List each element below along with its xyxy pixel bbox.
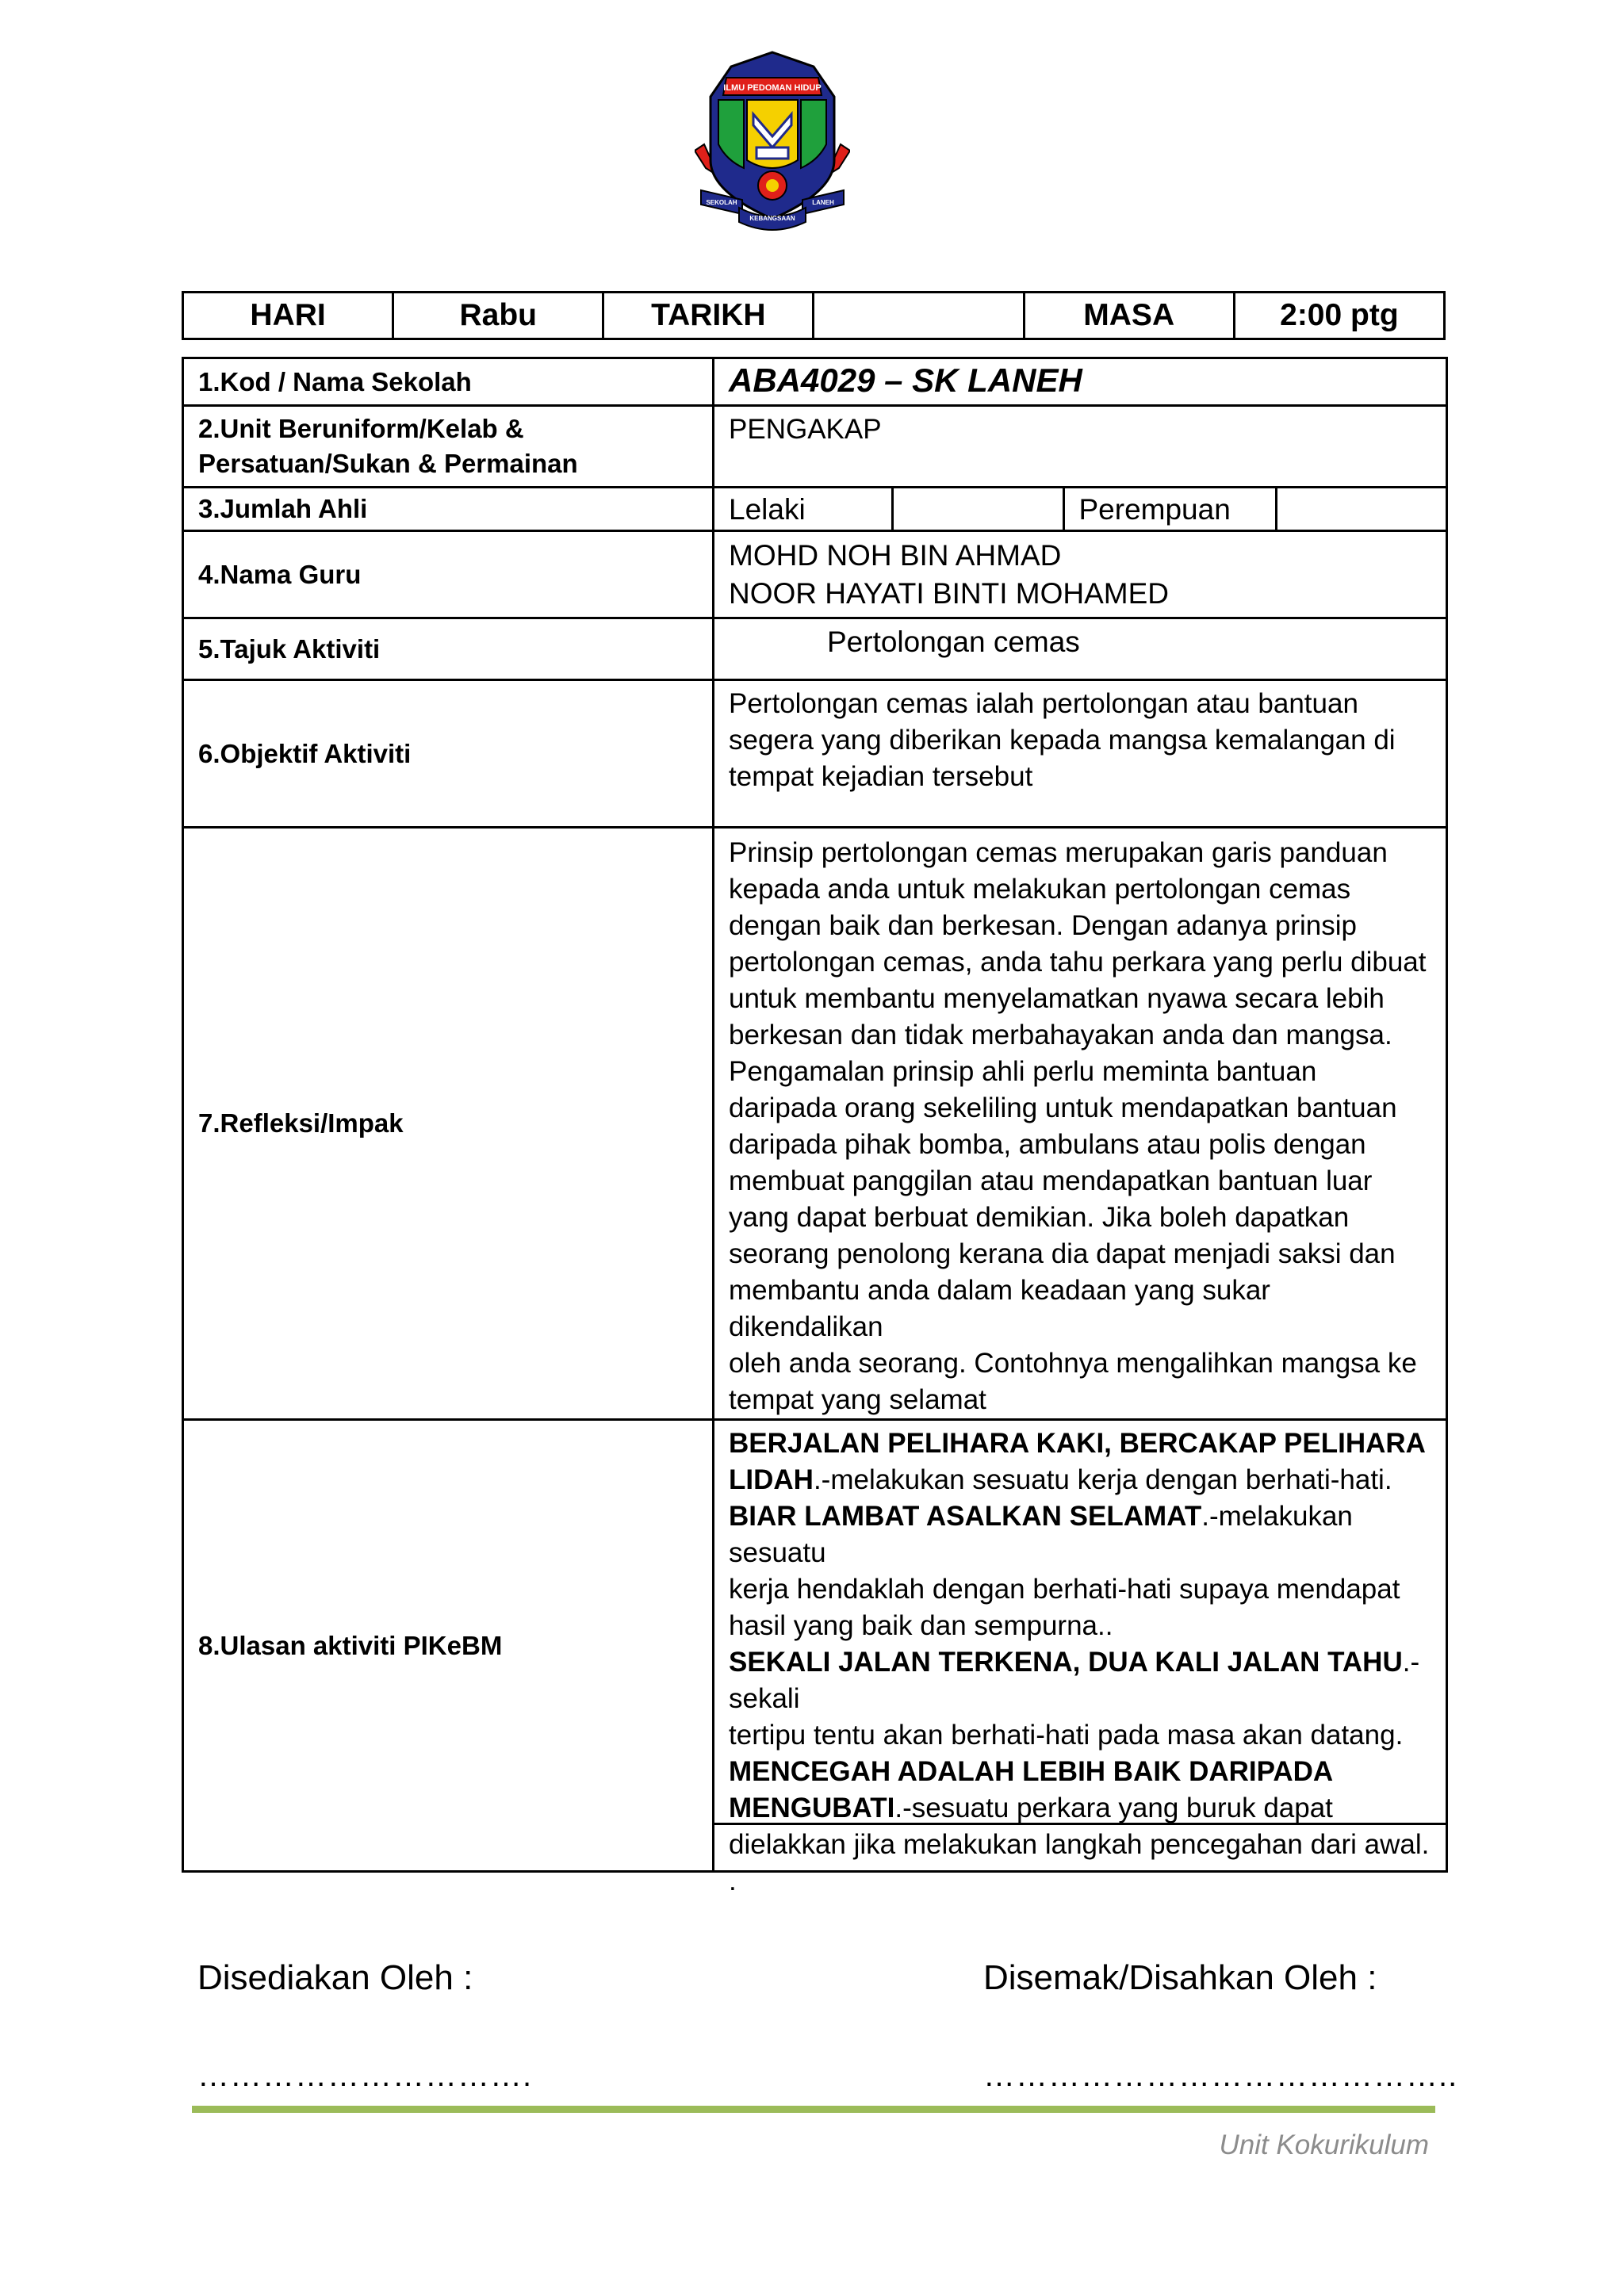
refleksi-label: 7.Refleksi/Impak <box>183 828 714 1420</box>
refleksi-line: oleh anda seorang. Contohnya mengalihkan mangsa ke <box>729 1348 1417 1379</box>
refleksi-line: tempat yang selamat <box>729 1384 986 1415</box>
refleksi-line: daripada orang sekeliling untuk mendapatkan bantuan <box>729 1093 1397 1123</box>
peribahasa-3-meaning-a: .-sekali <box>729 1647 1420 1714</box>
kod-sekolah-value: ABA4029 – SK LANEH <box>729 362 1082 399</box>
checked-by-label: Disemak/Disahkan Oleh : <box>983 1958 1377 1997</box>
hari-value: Rabu <box>393 293 603 339</box>
peribahasa-4-meaning-b: dielakkan jika melakukan langkah pencegahan dari awal. <box>729 1829 1430 1860</box>
peribahasa-2: BIAR LAMBAT ASALKAN SELAMAT <box>729 1501 1202 1532</box>
tarikh-value <box>814 293 1024 339</box>
activity-report-table <box>182 357 1448 1896</box>
row-ulasan <box>183 1420 1447 1872</box>
unit-value: PENGAKAP <box>714 406 1447 488</box>
row-nama-guru <box>183 531 1447 618</box>
peribahasa-4-meaning-a: .-sesuatu perkara yang buruk dapat <box>894 1793 1333 1823</box>
masa-label: MASA <box>1024 293 1234 339</box>
prepared-by-signature-line: …………………………. <box>197 2058 533 2093</box>
refleksi-line: berkesan dan tidak merbahayakan anda dan mangsa. <box>729 1020 1392 1050</box>
row-kod-sekolah <box>183 358 1447 406</box>
peribahasa-2-meaning-a: .-melakukan sesuatu <box>729 1501 1353 1568</box>
refleksi-line: yang dapat berbuat demikian. Jika boleh dapatkan <box>729 1202 1350 1233</box>
nama-guru-label: 4.Nama Guru <box>183 531 714 618</box>
tarikh-label: TARIKH <box>603 293 814 339</box>
header-table <box>182 291 1446 340</box>
refleksi-line: untuk membantu menyelamatkan nyawa secara lebih <box>729 983 1385 1014</box>
refleksi-line: kepada anda untuk melakukan pertolongan cemas <box>729 874 1351 905</box>
refleksi-line: daripada pihak bomba, ambulans atau polis dengan <box>729 1129 1366 1160</box>
objektif-line: Pertolongan cemas ialah pertolongan atau bantuan <box>729 688 1358 719</box>
unit-label-line1: 2.Unit Beruniform/Kelab & <box>198 414 524 443</box>
prepared-by-label: Disediakan Oleh : <box>197 1958 473 1997</box>
footer-unit-kokurikulum: Unit Kokurikulum <box>1219 2130 1429 2160</box>
tajuk-aktiviti-label: 5.Tajuk Aktiviti <box>183 618 714 680</box>
peribahasa-1b: LIDAH <box>729 1464 814 1495</box>
kod-sekolah-label: 1.Kod / Nama Sekolah <box>183 358 714 406</box>
nama-guru-2: NOOR HAYATI BINTI MOHAMED <box>729 577 1170 610</box>
school-crest-logo <box>695 49 850 233</box>
peribahasa-2-meaning-c: hasil yang baik dan sempurna.. <box>729 1610 1113 1641</box>
nama-guru-1: MOHD NOH BIN AHMAD <box>729 539 1062 572</box>
lelaki-value <box>892 488 1063 530</box>
ulasan-trailing: . <box>729 1866 737 1896</box>
objektif-label: 6.Objektif Aktiviti <box>183 680 714 828</box>
unit-label-line2: Persatuan/Sukan & Permainan <box>198 449 578 478</box>
refleksi-line: dengan baik dan berkesan. Dengan adanya prinsip <box>729 910 1357 941</box>
ulasan-content <box>714 1421 1446 1896</box>
refleksi-line: Prinsip pertolongan cemas merupakan garis panduan <box>729 837 1388 868</box>
lelaki-label: Lelaki <box>729 493 806 526</box>
objektif-line: tempat kejadian tersebut <box>729 761 1033 792</box>
peribahasa-4a: MENCEGAH ADALAH LEBIH BAIK DARIPADA <box>729 1756 1334 1787</box>
refleksi-line: Pengamalan prinsip ahli perlu meminta bantuan <box>729 1056 1317 1087</box>
refleksi-line: pertolongan cemas, anda tahu perkara yang perlu dibuat <box>729 947 1427 978</box>
peribahasa-2-meaning-b: kerja hendaklah dengan berhati-hati supaya mendapat <box>729 1574 1400 1605</box>
tajuk-aktiviti-value: Pertolongan cemas <box>714 618 1447 680</box>
ulasan-label: 8.Ulasan aktiviti PIKeBM <box>183 1420 714 1872</box>
logo-banner-bottom: KEBANGSAAN <box>749 215 795 222</box>
logo-motto: ILMU PEDOMAN HIDUP <box>723 83 822 93</box>
hari-label: HARI <box>183 293 393 339</box>
peribahasa-3-meaning-b: tertipu tentu akan berhati-hati pada masa akan datang. <box>729 1720 1404 1751</box>
refleksi-line: seorang penolong kerana dia dapat menjadi saksi dan <box>729 1238 1396 1269</box>
row-unit <box>183 406 1447 488</box>
peribahasa-1-meaning: .-melakukan sesuatu kerja dengan berhati-hati. <box>813 1464 1392 1495</box>
row-refleksi <box>183 828 1447 1420</box>
footer-rule <box>192 2106 1435 2113</box>
peribahasa-4b: MENGUBATI <box>729 1793 895 1823</box>
refleksi-line: membantu anda dalam keadaan yang sukar dikendalikan <box>729 1275 1270 1342</box>
masa-value: 2:00 ptg <box>1234 293 1444 339</box>
peribahasa-1a: BERJALAN PELIHARA KAKI, BERCAKAP PELIHARA <box>729 1428 1426 1459</box>
perempuan-label: Perempuan <box>1063 488 1276 530</box>
row-objektif <box>183 680 1447 828</box>
perempuan-value <box>1276 488 1446 530</box>
jumlah-ahli-label: 3.Jumlah Ahli <box>183 488 714 531</box>
logo-banner-right: LANEH <box>812 199 834 206</box>
row-tajuk-aktiviti <box>183 618 1447 680</box>
refleksi-line: membuat panggilan atau mendapatkan bantuan luar <box>729 1165 1373 1196</box>
jumlah-ahli-subtable <box>714 488 1446 530</box>
peribahasa-3: SEKALI JALAN TERKENA, DUA KALI JALAN TAHU <box>729 1647 1403 1678</box>
row-jumlah-ahli <box>183 488 1447 531</box>
logo-banner-left: SEKOLAH <box>706 199 737 206</box>
objektif-line: segera yang diberikan kepada mangsa kemalangan di <box>729 725 1396 756</box>
checked-by-signature-line: …………………………………….. <box>983 2058 1458 2093</box>
